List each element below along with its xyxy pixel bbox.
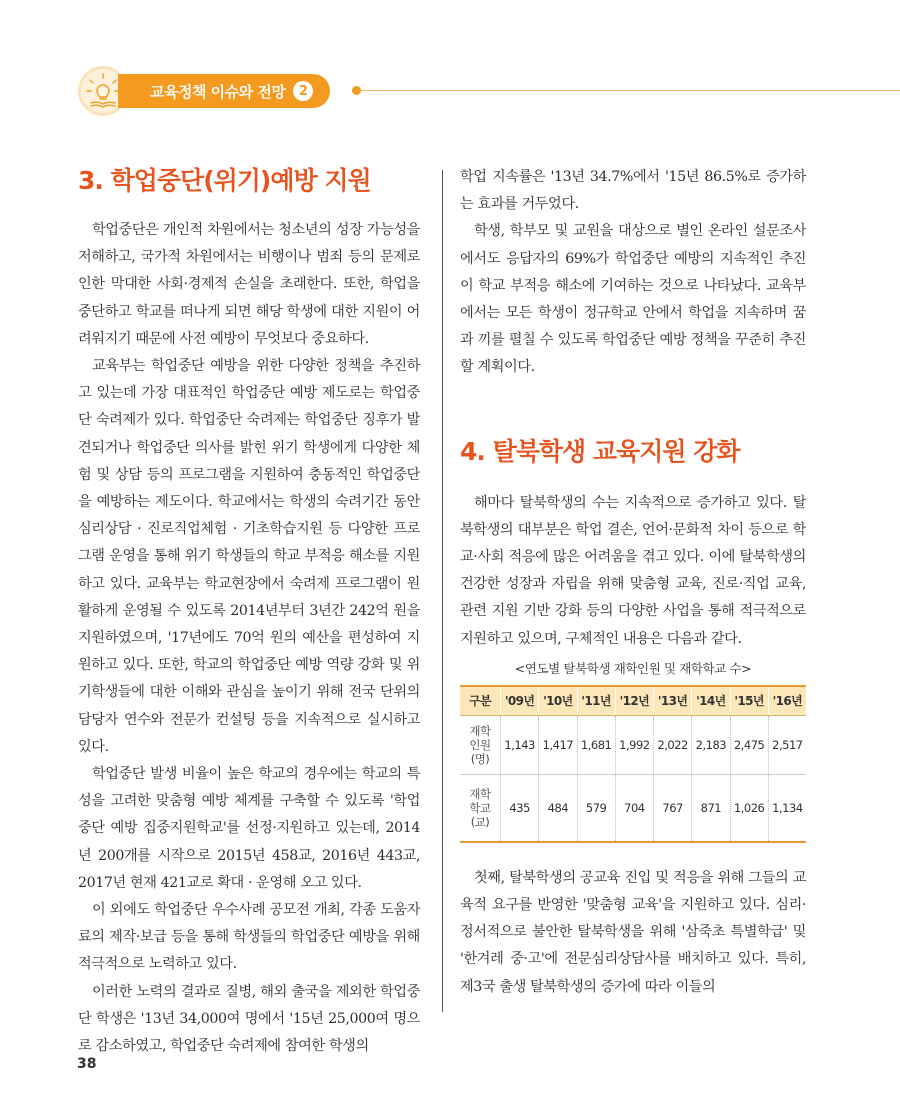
table-cell: 2,475: [730, 715, 768, 774]
table-header-row: [460, 686, 806, 716]
table-header-cell: '14년: [692, 686, 730, 716]
table-cell: 484: [539, 774, 577, 842]
table-cell: 1,417: [539, 715, 577, 774]
left-column: [78, 152, 420, 1060]
page-header: [0, 0, 900, 140]
table-cell: 1,992: [615, 715, 653, 774]
paragraph: 학생, 학부모 및 교원을 대상으로 별인 온라인 설문조사에서도 응답자의 69%가 학업중단 예방의 지속적인 추진이 학교 부적응 해소에 기여하는 것으로 나타났다. 교육부에서는 모든 학생이 정규학교 안에서 학업을 지속하며 꿈과 끼를 펼칠 수 있도록 학업중단 예방 정책을 꾸준히 추진할 계획이다.: [460, 223, 806, 376]
paragraph: 첫째, 탈북학생의 공교육 진입 및 적응을 위해 그들의 교육적 요구를 반영한 '맞춤형 교육'을 지원하고 있다. 심리·정서적으로 불안한 탈북학생을 위해 '삼죽초 특별학급' 및 '한겨레 중·고'에 전문심리상담사를 배치하고 있다. 특히, 제3국 출생 탈북학생의 증가에 따라 이들의: [460, 869, 806, 995]
table-row: [460, 774, 806, 842]
table-cell: 871: [692, 774, 730, 842]
header-rule: [360, 90, 900, 91]
section-title: 교육정책 이슈와 전망: [150, 82, 286, 101]
right-column: [460, 152, 806, 1001]
row-header-cell: 재학 학교 (교): [460, 774, 501, 842]
student-stats-table: [460, 685, 806, 843]
paragraph: 이러한 노력의 결과로 질병, 해외 출국을 제외한 학업중단 학생은 '13년 34,000여 명에서 '15년 25,000여 명으로 감소하였고, 학업중단 숙려제에 참여한 학생의: [78, 983, 420, 1055]
table-cell: 1,681: [577, 715, 615, 774]
section-tab: [118, 74, 330, 108]
column-divider: [442, 170, 443, 1012]
section-heading-4: 4. 탈북학생 교육지원 강화: [460, 436, 740, 466]
page-number: 38: [77, 1056, 97, 1072]
row-header-cell: 재학 인원 (명): [460, 715, 501, 774]
paragraph: 학업중단은 개인적 차원에서는 청소년의 성장 가능성을 저해하고, 국가적 차원에서는 비행이나 범죄 등의 문제로 인한 막대한 사회·경제적 손실을 초래한다. 또한, 학업을 중단하고 학교를 떠나게 되면 해당 학생에 대한 지원이 어려워지기 때문에 사전 예방이 무엇보다 중요하다.: [78, 222, 420, 347]
table-cell: 1,026: [730, 774, 768, 842]
section-heading-3: 3. 학업중단(위기)예방 지원: [78, 166, 371, 195]
table-header-cell: '12년: [615, 686, 653, 716]
table-header-cell: '10년: [539, 686, 577, 716]
paragraph: 해마다 탈북학생의 수는 지속적으로 증가하고 있다. 탈북학생의 대부분은 학업 결손, 언어·문화적 차이 등으로 학교·사회 적응에 많은 어려움을 겪고 있다. 이에 탈북학생의 건강한 성장과 자립을 위해 맞춤형 교육, 진로·직업 교육, 관련 지원 기반 강화 등의 다양한 사업을 통해 적극적으로 지원하고 있으며, 구체적인 내용은 다음과 같다.: [460, 494, 806, 647]
paragraph: 학업중단 발생 비율이 높은 학교의 경우에는 학교의 특성을 고려한 맞춤형 예방 체계를 구축할 수 있도록 '학업중단 예방 집중지원학교'를 선정·지원하고 있는데, 2014년 200개를 시작으로 2015년 458교, 2016년 443교, 2017년 현재 421교로 확대 · 운영해 오고 있다.: [78, 766, 420, 891]
paragraph: 학업 지속률은 '13년 34.7%에서 '15년 86.5%로 증가하는 효과를 거두었다.: [460, 169, 806, 213]
table-cell: 2,022: [654, 715, 692, 774]
section-number-badge: 2: [293, 81, 313, 101]
table-cell: 704: [615, 774, 653, 842]
table-cell: 435: [501, 774, 539, 842]
table-header-cell: 구분: [460, 686, 501, 716]
paragraph: 이 외에도 학업중단 우수사례 공모전 개최, 각종 도움자료의 제작·보급 등을 통해 학생들의 학업중단 예방을 위해 적극적으로 노력하고 있다.: [78, 902, 420, 973]
table-header-cell: '11년: [577, 686, 615, 716]
table-header-cell: '09년: [501, 686, 539, 716]
table-header-cell: '16년: [768, 686, 806, 716]
table-cell: 767: [654, 774, 692, 842]
paragraph: 교육부는 학업중단 예방을 위한 다양한 정책을 추진하고 있는데 가장 대표적인 학업중단 예방 제도로는 학업중단 숙려제가 있다. 학업중단 숙려제는 학업중단 징후가 발견되거나 학업중단 의사를 밝힌 위기 학생에게 다양한 체험 및 상담 등의 프로그램을 지원하여 충동적인 학업중단을 예방하는 제도이다. 학교에서는 학생의 숙려기간 동안 심리상담 · 진로직업체험 · 기초학습지원 등 다양한 프로그램 운영을 통해 위기 학생들의 학교 부적응 해소를 지원하고 있다. 교육부는 학교현장에서 숙려제 프로그램이 원활하게 운영될 수 있도록 2014년부터 3년간 242억 원을 지원하였으며, '17년에도 70억 원의 예산을 편성하여 지원하고 있다. 또한, 학교의 학업중단 예방 역량 강화 및 위기학생들에 대한 이해와 관심을 높이기 위해 전국 단위의 담당자 연수와 전문가 컨설팅 등을 지속적으로 실시하고 있다.: [78, 358, 420, 755]
table-caption: <연도별 탈북학생 재학인원 및 재학학교 수>: [514, 660, 752, 676]
table-cell: 1,143: [501, 715, 539, 774]
table-cell: 2,183: [692, 715, 730, 774]
table-cell: 579: [577, 774, 615, 842]
table-cell: 2,517: [768, 715, 806, 774]
table-cell: 1,134: [768, 774, 806, 842]
table-header-cell: '13년: [654, 686, 692, 716]
table-row: [460, 715, 806, 774]
table-header-cell: '15년: [730, 686, 768, 716]
